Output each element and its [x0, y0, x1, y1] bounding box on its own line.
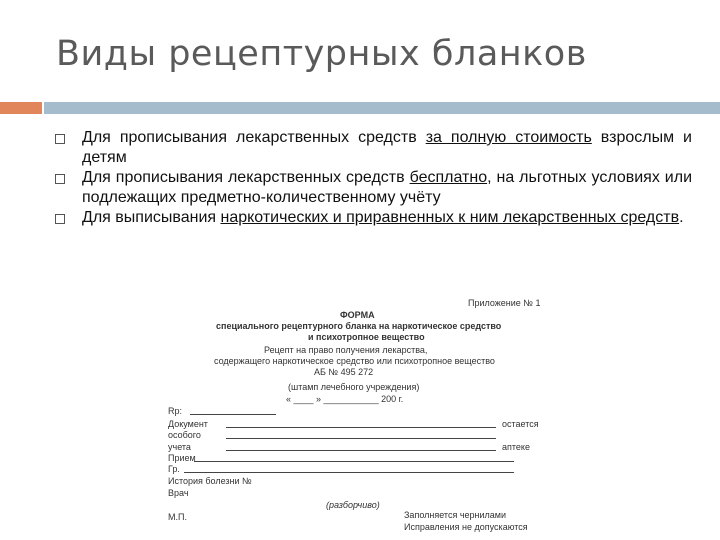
form-gr: Гр. [168, 464, 180, 474]
form-appendix: Приложение № 1 [468, 298, 541, 308]
form-recipe-line1: Рецепт на право получения лекарства, [264, 345, 428, 355]
form-heading-line2: специального рецептурного бланка на наркотическое средство [216, 321, 502, 331]
form-stamp: (штамп лечебного учреждения) [288, 382, 420, 392]
bullet-text-end: . [679, 209, 684, 226]
bullet-text-start: Для выписывания [82, 209, 221, 226]
slide-title: Виды рецептурных бланков [56, 34, 587, 74]
form-uchet: учета [168, 442, 191, 452]
bullet-text-underlined: бесплатно [409, 169, 488, 186]
form-series-number: АБ № 495 272 [314, 367, 374, 377]
form-ink: Заполняется чернилами [404, 510, 506, 520]
form-document: Документ [168, 419, 208, 429]
bullet-text-underlined: за полную стоимость [425, 129, 592, 146]
divider-accent [0, 102, 42, 114]
bullet-text [82, 208, 692, 228]
square-bullet-icon [55, 174, 65, 184]
form-history: История болезни № [168, 476, 252, 486]
bullet-text [82, 128, 692, 168]
form-in-pharmacy: аптеке [502, 442, 530, 452]
bullet-text-start: Для прописывания лекарственных средств [82, 129, 426, 146]
bullet-list [52, 128, 692, 228]
form-line [194, 461, 514, 462]
title-divider [0, 102, 720, 114]
form-line [184, 472, 514, 473]
bullet-text [82, 168, 692, 208]
bullet-text-end: взрослым и детям [82, 129, 692, 166]
form-recipe-line2: содержащего наркотическое средство или психотропное вещество [214, 356, 495, 366]
form-special: особого [168, 430, 201, 440]
form-doctor: Врач [168, 488, 189, 498]
form-no-corrections: Исправления не допускаются [404, 522, 528, 532]
bullet-text-start: Для прописывания лекарственных средств [82, 169, 410, 186]
form-line [226, 427, 496, 428]
form-date: « ____ » ___________ 200 г. [286, 394, 404, 404]
form-line [226, 438, 496, 439]
form-legible: (разборчиво) [326, 500, 380, 510]
bullet-full-price [52, 128, 692, 168]
divider-band [44, 102, 720, 114]
form-intake: Прием [168, 453, 196, 463]
form-heading: ФОРМА [340, 310, 375, 320]
bullet-text-underlined: наркотических и приравненных к ним лекарственных средств [220, 209, 680, 226]
prescription-form-image [160, 296, 550, 540]
form-remains: остается [502, 419, 539, 429]
form-rp: Rp: [168, 406, 183, 416]
form-mp: М.П. [168, 512, 187, 522]
square-bullet-icon [55, 214, 65, 224]
square-bullet-icon [55, 134, 65, 144]
bullet-narcotic [52, 208, 692, 228]
bullet-text-end: , на льготных условиях или подлежащих предметно-количественному учёту [82, 169, 693, 206]
bullet-free [52, 168, 692, 208]
form-line [226, 450, 496, 451]
form-rp-line [190, 414, 276, 415]
form-heading-line3: и психотропное вещество [308, 332, 425, 342]
